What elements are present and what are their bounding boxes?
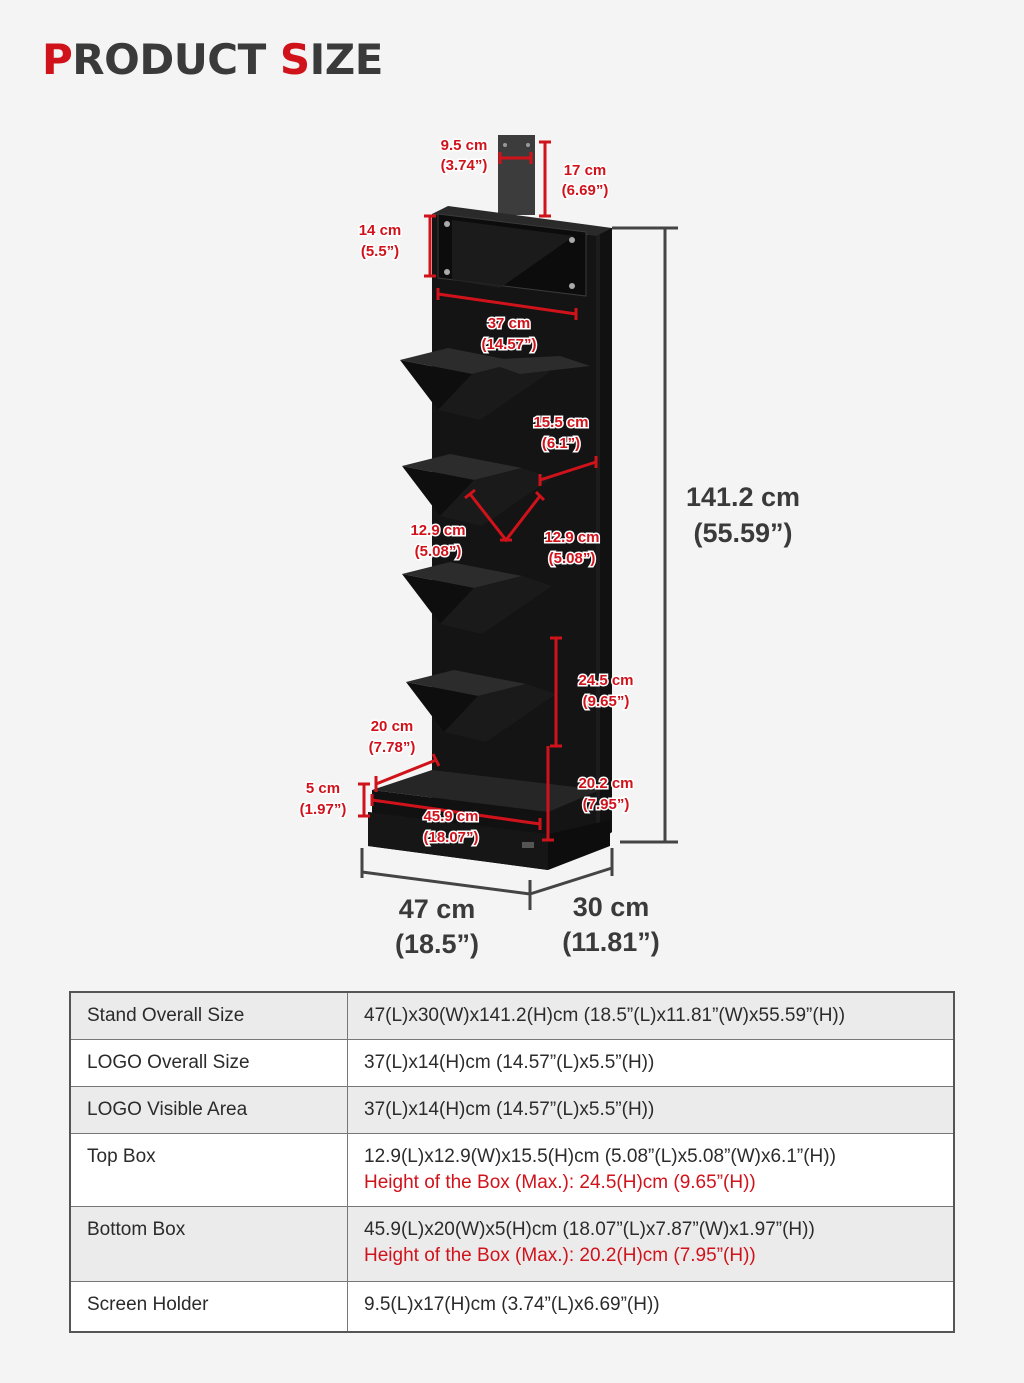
spec-label: LOGO Overall Size [70,1040,348,1087]
bottom-length-in: (18.07”) [423,829,479,846]
screen-height-in: (6.69”) [561,182,609,199]
spec-label: Bottom Box [70,1207,348,1282]
bottom-height-in: (1.97”) [299,801,347,818]
overall-height-cm: 141.2 cm [685,482,801,512]
screen-height-cm: 17 cm [563,162,607,179]
svg-text:14 cm(5.5”) [359,222,402,260]
svg-text:9.5 cm(3.74”) [441,137,488,174]
table-row [70,992,954,1040]
logo-width-cm: 37 cm [487,315,531,332]
spec-note: Height of the Box (Max.): 24.5(H)cm (9.65”(H)) [364,1172,756,1193]
spec-label: Stand Overall Size [70,992,348,1040]
top-box-max-cm: 24.5 cm [578,672,634,689]
screen-width-cm: 9.5 cm [440,137,488,154]
bottom-width-cm: 20 cm [370,718,414,735]
logo-width-in: (14.57”) [481,336,537,353]
logo-height-in: (5.5”) [360,243,400,260]
svg-text:141.2 cm(55.59”) [686,482,800,548]
svg-text:20 cm(7.78”) [369,718,416,756]
bottom-length-cm: 45.9 cm [423,808,479,825]
spec-label: LOGO Visible Area [70,1087,348,1134]
table-row [70,1134,954,1207]
box-height-cm: 15.5 cm [533,414,589,431]
svg-text:30 cm(11.81”) [562,892,660,957]
overall-length-in: (18.5”) [394,929,480,959]
top-box-max-in: (9.65”) [582,693,630,710]
spec-value: 47(L)x30(W)x141.2(H)cm (18.5”(L)x11.81”(W)x55.59”(H)) [348,992,955,1040]
box-height-in: (6.1”) [541,435,581,452]
bottom-max-cm: 20.2 cm [578,775,634,792]
spec-value: 37(L)x14(H)cm (14.57”(L)x5.5”(H)) [348,1040,955,1087]
svg-text:5 cm(1.97”) [300,780,347,818]
logo-height-cm: 14 cm [358,222,402,239]
spec-label: Screen Holder [70,1282,348,1332]
box-width-cm: 12.9 cm [544,529,600,546]
box-width-in: (5.08”) [548,550,596,567]
overall-length-cm: 47 cm [398,894,476,924]
table-row [70,1207,954,1282]
table-row [70,1087,954,1134]
box-length-in: (5.08”) [414,543,462,560]
spec-label: Top Box [70,1134,348,1207]
spec-value: 45.9(L)x20(W)x5(H)cm (18.07”(L)x7.87”(W)x1.97”(H)) Height of the Box (Max.): 20.2(H)cm (7.95”(H)) [348,1207,955,1282]
spec-value: 9.5(L)x17(H)cm (3.74”(L)x6.69”(H)) [348,1282,955,1332]
screen-width-in: (3.74”) [440,157,488,174]
spec-value: 12.9(L)x12.9(W)x15.5(H)cm (5.08”(L)x5.08”(W)x6.1”(H)) Height of the Box (Max.): 24.5(H)cm (9.65”(H)) [348,1134,955,1207]
svg-text:17 cm(6.69”) [562,162,609,199]
bottom-width-in: (7.78”) [368,739,416,756]
overall-height-in: (55.59”) [693,518,793,548]
spec-table-body [70,992,954,1332]
bottom-height-cm: 5 cm [305,780,341,797]
screen-holder-plate [498,135,535,215]
box-length-cm: 12.9 cm [410,522,466,539]
table-row [70,1040,954,1087]
overall-width-in: (11.81”) [562,927,660,957]
page-title: PRODUCT SIZE [42,35,383,84]
svg-text:47 cm(18.5”) [395,894,479,959]
bottom-max-in: (7.95”) [582,796,630,813]
spec-value: 37(L)x14(H)cm (14.57”(L)x5.5”(H)) [348,1087,955,1134]
spec-note: Height of the Box (Max.): 20.2(H)cm (7.95”(H)) [364,1245,756,1266]
table-row [70,1282,954,1332]
spec-table [69,991,955,1333]
overall-width-cm: 30 cm [572,892,650,922]
